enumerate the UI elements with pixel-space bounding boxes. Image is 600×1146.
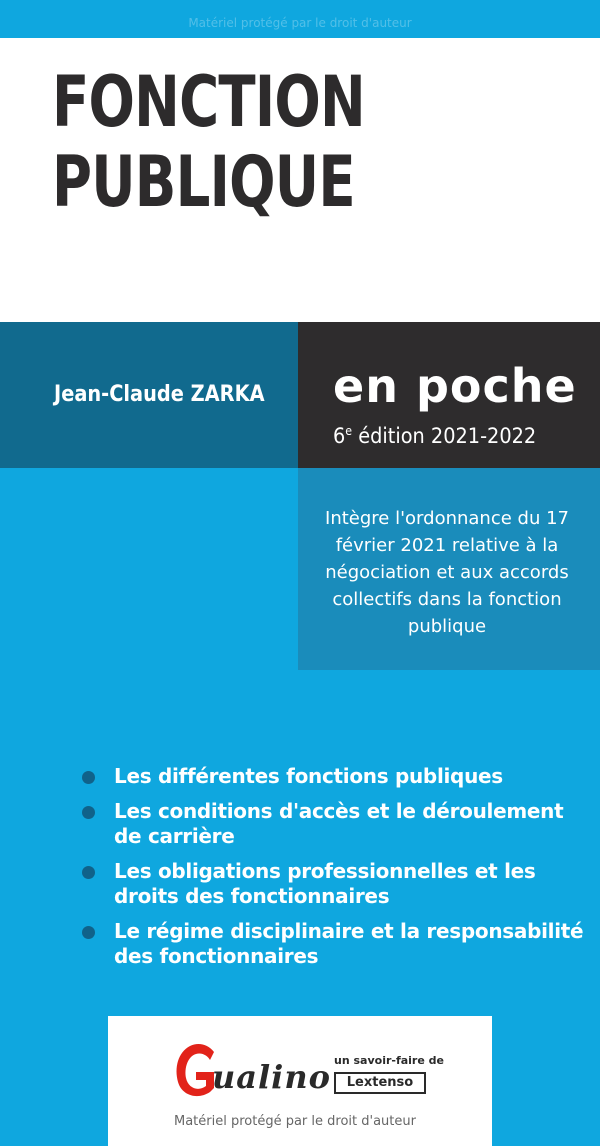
bullet-dot-icon [82,806,95,819]
bullet-text: Le régime disciplinaire et la responsabilité des fonctionnaires [114,919,584,968]
bullet-item [80,799,595,849]
series-name: en poche [333,359,577,413]
publisher-panel [108,1016,492,1146]
publisher-tagline: un savoir-faire de [334,1054,444,1067]
edition-suffix: e [345,424,353,438]
book-title [52,62,365,222]
bullet-text: Les obligations professionnelles et les droits des fonctionnaires [114,859,536,908]
note-text: Intègre l'ordonnance du 17 février 2021 relative à la négociation et aux accords collectifs dans la fonction publique [325,508,569,637]
bullet-dot-icon [82,866,95,879]
bullet-item [80,859,595,909]
title-line-1: FONCTION [52,61,365,143]
author-name: Jean-Claude ZARKA [54,382,265,407]
edition-text: édition 2021-2022 [352,424,537,448]
bullet-text: Les différentes fonctions publiques [114,764,503,788]
lextenso-logo: Lextenso [334,1072,426,1094]
edition-number: 6 [333,424,346,448]
watermark-top: Matériel protégé par le droit d'auteur [188,16,412,30]
gualino-wordmark: ualino [212,1058,331,1096]
bullet-list [80,764,595,979]
bullet-dot-icon [82,926,95,939]
bullet-item [80,764,595,789]
watermark-bottom: Matériel protégé par le droit d'auteur [174,1114,416,1129]
bullet-text: Les conditions d'accès et le déroulement de carrière [114,799,564,848]
edition-label [333,424,536,448]
bullet-item [80,919,595,969]
bullet-dot-icon [82,771,95,784]
title-line-2: PUBLIQUE [52,141,355,223]
